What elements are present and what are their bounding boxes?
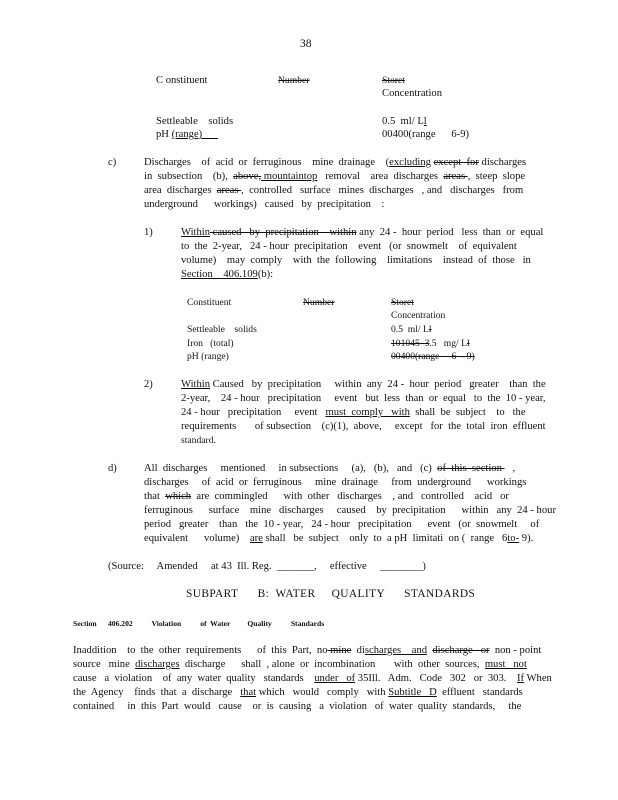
item-c2-line-1: Within Caused by precipitation within any 24 - hour period greater than the [181,379,546,390]
item-c1-line-2: to the 2-year, 24 - hour precipitation event (or snowmelt of equivalent [181,241,517,252]
item-d-line-6: equivalent volume) are shall be subject only to a pH limitati on ( range 6to- 9). [144,533,534,544]
table2-row3-value: 00400(range 6 - 9) [391,351,475,362]
item-c-line-4: underground workings) caused by precipitation : [144,199,385,210]
final-para-line-4: the Agency finds that a discharge that which would comply with Subtitle D effluent standards [73,687,523,698]
table2-row2-name: Iron (total) [187,338,234,349]
item-c2-line-3: 24 - hour precipitation event must comply with shall be subject to the [181,407,526,418]
table2-row1-value: 0.5 ml/ Ll [391,324,432,335]
table1-row2-name-range: (range) [171,129,203,140]
item-d-line-3: that which are commingled with other discharges , and controlled acid or [144,491,509,502]
item-c1-line-3: volume) may comply with the following limitations instead of those in [181,255,531,266]
item-c2-line-4: requirements of subsection (c)(1), above, except for the total iron effluent [181,421,546,432]
subpart-heading: SUBPART B: WATER QUALITY STANDARDS [186,588,476,600]
item-c2-line-5: standard. [181,435,216,446]
item-d-label: d) [108,463,117,474]
table2-header-storet: Storet [391,297,414,308]
table2-row1-name: Settleable solids [187,324,257,335]
table1-row1-name: Settleable solids [156,116,234,127]
table2-row3-name: pH (range) [187,351,229,362]
table2-row2-value: 101045 3.5 mg/ Ll [391,338,470,349]
item-c-line-1: Discharges of acid or ferruginous mine drainage (excluding except for discharges [144,157,527,168]
final-para-line-3: cause a violation of any water quality standards under of 35Ill. Adm. Code 302 or 303. If When [73,673,552,684]
item-c-label: c) [108,157,117,168]
item-c1-label: 1) [144,227,153,238]
table2-header-constituent: Constituent [187,297,232,308]
table2-header-number: Number [303,297,335,308]
item-c1-line-4: Section 406.109(b): [181,269,274,280]
final-para-line-1: Inaddition to the other requirements of this Part, no mine discharges and discharge or non - point [73,645,542,656]
final-para-line-5: contained in this Part would cause or is causing a violation of water quality standards, the [73,701,522,712]
table1-row2-name: pH [156,129,169,140]
item-c1-line-1: Within caused by precipitation within any 24 - hour period less than or equal [181,227,544,238]
item-d-line-4: ferruginous surface mine discharges caused by precipitation within any 24 - hour [144,505,556,516]
item-c-line-3: area discharges areas , controlled surface mines discharges , and discharges from [144,185,524,196]
section-heading: Section 406.202 Violation of Water Quality Standards [73,619,325,628]
table1-header-number: Number [278,75,310,86]
source-note: (Source: Amended at 43 Ill. Reg. _______, effective ________) [108,561,426,572]
item-d-line-2: discharges of acid or ferruginous mine drainage from underground workings [144,477,527,488]
table1-header-concentration: Concentration [382,88,443,99]
item-c-line-2: in subsection (b), above, mountaintop removal area discharges areas , steep slope [144,171,526,182]
table1-row2-value: 00400(range 6-9) [382,129,470,140]
table1-header-constituent: C onstituent [156,75,208,86]
item-c2-label: 2) [144,379,153,390]
table1-header-storet: Storet [382,75,405,86]
table1-row1-value-unit: l [423,116,427,127]
item-d-line-1: All discharges mentioned in subsections (a), (b), and (c) of this section , [144,463,516,474]
table2-header-concentration: Concentration [391,310,446,321]
table1-row1-value: 0.5 ml/ L [382,116,424,127]
item-c2-line-2: 2-year, 24 - hour precipitation event but less than or equal to the 10 - year, [181,393,546,404]
item-d-line-5: period greater than the 10 - year, 24 - hour precipitation event (or snowmelt of [144,519,540,530]
page-number: 38 [300,38,312,50]
final-para-line-2: source mine discharges discharge shall , alone or incombination with other sources, must not [73,659,527,670]
